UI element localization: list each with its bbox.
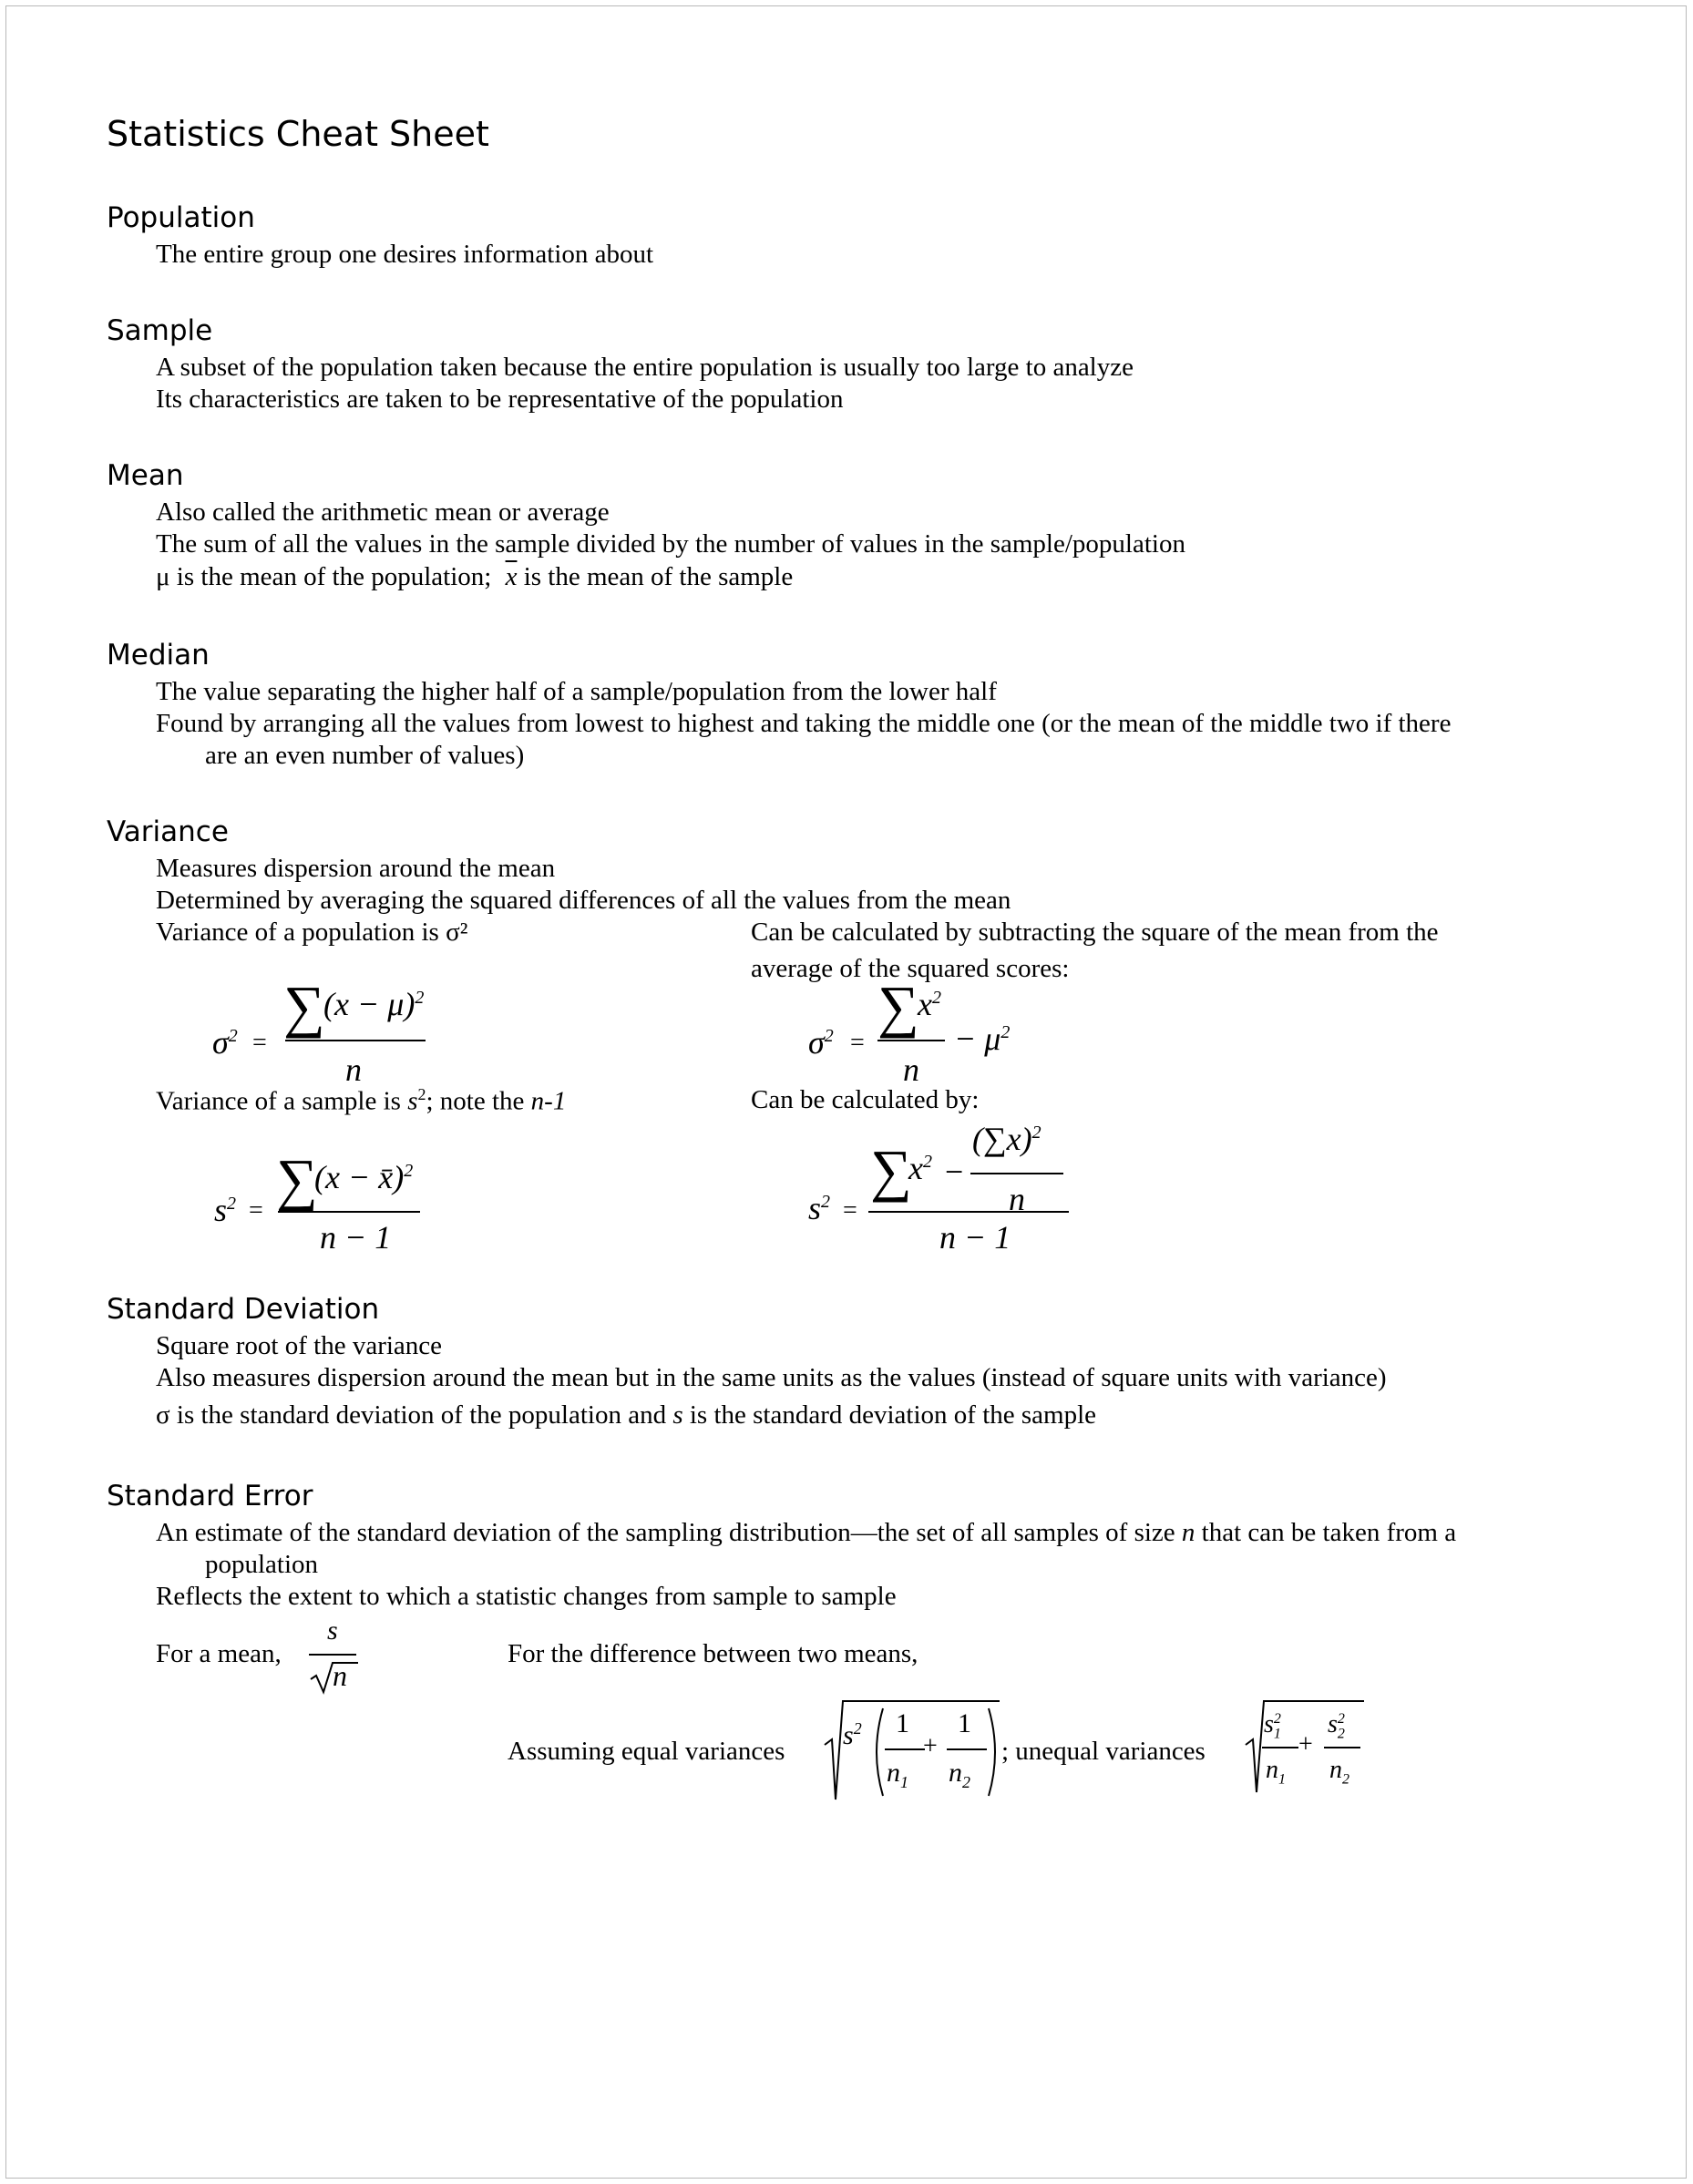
variance-alt-label-b: average of the squared scores: (751, 954, 1070, 983)
variance-alt-label-a: Can be calculated by subtracting the square of the mean from the (751, 918, 1439, 947)
heading-standard-error: Standard Error (107, 1480, 313, 1512)
numerator-one: 1 (958, 1708, 971, 1738)
numerator: (x − x̄)$^2$ (314, 1159, 414, 1195)
fraction-bar (1324, 1747, 1360, 1748)
mu-squared: − $\mu^2$ (954, 1020, 1011, 1057)
plus-sign: + (1298, 1730, 1313, 1758)
sample-line-2: Its characteristics are taken to be representative of the population (156, 385, 844, 414)
heading-mean: Mean (107, 459, 184, 492)
fraction-bar (309, 1654, 356, 1656)
sigma-lhs: $\sigma^2$ (808, 1024, 834, 1061)
denominator: n − 1 (939, 1219, 1011, 1256)
mean-line-3-part-b: is the mean of the sample (523, 562, 794, 591)
right-paren-icon (985, 1707, 1003, 1798)
fraction-bar (868, 1211, 1069, 1213)
denominator-n2: $n_2$ (949, 1758, 970, 1791)
mean-line-3-part-a: μ is the mean of the population; (156, 562, 492, 591)
inner-denominator: n (1009, 1181, 1025, 1217)
population-definition: The entire group one desires information about (156, 240, 654, 269)
denominator-n1: $n_1$ (1266, 1756, 1286, 1788)
heading-variance: Variance (107, 815, 229, 848)
se-line-1a: An estimate of the standard deviation of the sampling distribution—the set of all samples of size n that can be taken from a (156, 1518, 1457, 1547)
se-difference-label: For the difference between two means, (508, 1639, 918, 1668)
numerator-one: 1 (896, 1708, 909, 1738)
heading-population: Population (107, 201, 255, 234)
left-paren-icon (868, 1707, 887, 1798)
numerator: $(x - \mu)^2$ (323, 986, 425, 1022)
denominator: n (903, 1051, 919, 1088)
numerator-s: s (327, 1615, 338, 1646)
sd-line-1: Square root of the variance (156, 1331, 443, 1360)
se-for-mean-label: For a mean, (156, 1639, 282, 1668)
plus-sign: + (923, 1732, 938, 1760)
equals-sign: = (850, 1029, 865, 1057)
fraction-bar (947, 1748, 987, 1750)
variance-population-label: Variance of a population is σ² (156, 918, 468, 947)
median-line-2a: Found by arranging all the values from lowest to highest and taking the middle one (or the mean of the middle two if there (156, 709, 1452, 738)
equals-sign: = (843, 1196, 857, 1225)
x-bar-symbol: $\overline{x}$ (505, 562, 518, 591)
se-line-2: Reflects the extent to which a statistic changes from sample to sample (156, 1582, 897, 1611)
fraction-bar (278, 1211, 420, 1213)
sd-line-2: Also measures dispersion around the mean but in the same units as the values (instead of square units with variance) (156, 1363, 1387, 1392)
se-unequal-variances-label: ; unequal variances (1001, 1737, 1206, 1766)
fraction-bar (1262, 1747, 1298, 1748)
sd-line-3: σ is the standard deviation of the population and s is the standard deviation of the sample (156, 1400, 1097, 1430)
median-line-2b: are an even number of values) (205, 741, 525, 770)
minus-sign: − (945, 1154, 964, 1190)
mean-line-1: Also called the arithmetic mean or average (156, 497, 610, 527)
fraction-bar (885, 1748, 925, 1750)
numerator-x-squared: $x^2$ (908, 1150, 932, 1186)
denominator-n: n (333, 1659, 347, 1692)
se-equal-variances-label: Assuming equal variances (508, 1737, 785, 1766)
numerator: $x^2$ (918, 986, 941, 1022)
mean-line-2: The sum of all the values in the sample divided by the number of values in the sample/population (156, 529, 1185, 559)
heading-sample: Sample (107, 314, 213, 347)
denominator-n1: $n_1$ (887, 1758, 908, 1791)
equals-sign: = (252, 1029, 267, 1057)
variance-line-2: Determined by averaging the squared differences of all the values from the mean (156, 886, 1011, 915)
fraction-bar (877, 1040, 945, 1041)
denominator: n (345, 1051, 362, 1088)
mean-line-3 (156, 562, 793, 592)
variance-sample-label: Variance of a sample is $s^2$; note the n-1 (156, 1085, 567, 1116)
inner-fraction-bar (970, 1173, 1063, 1174)
fraction-bar (285, 1040, 426, 1041)
heading-standard-deviation: Standard Deviation (107, 1293, 380, 1326)
variance-alt-label-c: Can be calculated by: (751, 1085, 980, 1114)
summation-icon: ∑ (283, 974, 325, 1039)
s2-squared: $s_2^2$ (1328, 1710, 1345, 1742)
page-title: Statistics Cheat Sheet (107, 114, 489, 154)
s-lhs: $s^2$ (214, 1192, 237, 1228)
summation-icon: ∑ (870, 1138, 912, 1203)
denominator: n − 1 (320, 1219, 392, 1256)
inner-numerator: $(\sum x)^2$ (972, 1121, 1041, 1157)
heading-median: Median (107, 639, 210, 672)
variance-line-1: Measures dispersion around the mean (156, 854, 556, 883)
se-line-1b: population (205, 1550, 319, 1579)
sample-line-1: A subset of the population taken because the entire population is usually too large to analyze (156, 353, 1134, 382)
summation-icon: ∑ (276, 1147, 318, 1212)
document-page (5, 5, 1687, 2179)
equals-sign: = (249, 1196, 263, 1225)
median-line-1: The value separating the higher half of a sample/population from the lower half (156, 677, 997, 706)
summation-icon: ∑ (877, 974, 919, 1039)
s-lhs: $s^2$ (808, 1190, 831, 1226)
s1-squared: $s_1^2$ (1264, 1710, 1281, 1742)
s-squared: $s^2$ (843, 1719, 862, 1750)
sigma-lhs: $\sigma^2$ (212, 1024, 238, 1061)
denominator-n2: $n_2$ (1329, 1756, 1349, 1788)
